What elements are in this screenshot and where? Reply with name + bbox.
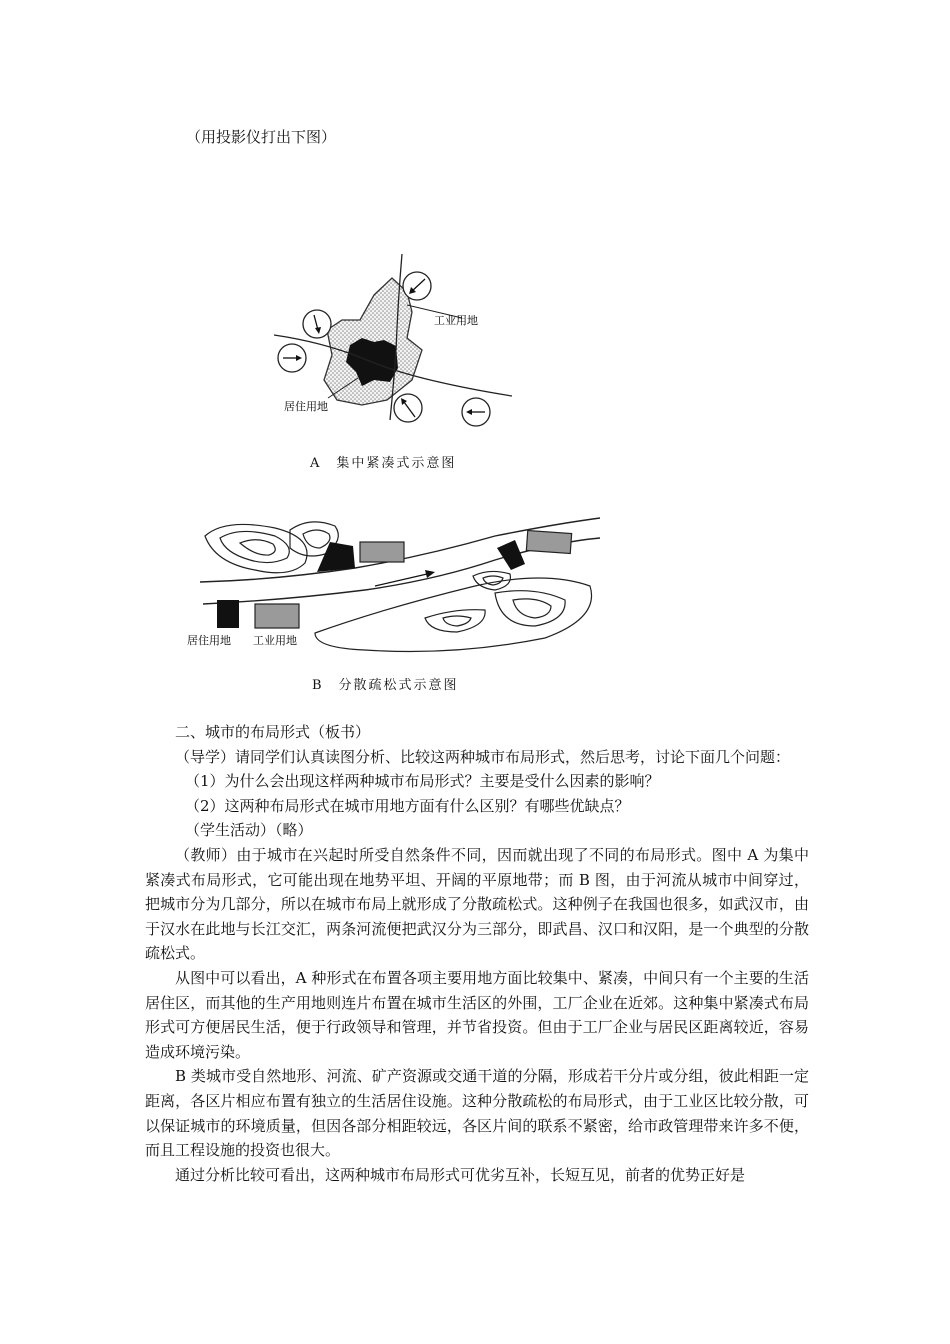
section-title: 二、城市的布局形式（板书）: [175, 723, 371, 741]
paragraph: （2）这两种布局形式在城市用地方面有什么区别？有哪些优缺点？: [185, 796, 630, 815]
industrial-block: [526, 530, 571, 553]
projector-note: （用投影仪打出下图）: [186, 128, 337, 146]
paragraph: （教师）由于城市在兴起时所受自然条件不同，因而就出现了不同的布局形式。图中 A 为集中紧凑式布局形式，它可能出现在地势平坦、开阔的平原地带；而 B 图，由于河流从城市中间穿过，把城市分为几部分，所以在城市布局上就形成了分散疏松式。这种例子在我国也很多，如武汉市，由于汉水在此地与长江交汇，两条河流便把武汉分为三部分，即武昌、汉口和汉阳，是一个典型的分散疏松式。: [145, 845, 809, 963]
residential-legend-swatch: [217, 600, 239, 628]
paragraph: （1）为什么会出现这样两种城市布局形式？主要是受什么因素的影响？: [185, 772, 660, 791]
label-residential-land: 居住用地: [284, 400, 328, 413]
label-industrial-land: 工业用地: [253, 634, 297, 647]
paragraph: （导学）请同学们认真读图分析、比较这两种城市布局形式，然后思考，讨论下面几个问题：: [175, 747, 791, 766]
contour-hill-lower-right: [315, 578, 592, 652]
residential-block: [497, 540, 525, 570]
paragraph: 通过分析比较可看出，这两种城市布局形式可优劣互补，长短互见，前者的优势正好是: [175, 1165, 746, 1184]
city-outline: [324, 278, 422, 405]
label-residential-land: 居住用地: [187, 634, 231, 647]
figure-a-compact-layout: [262, 250, 532, 430]
figure-a-caption: A 集中紧凑式示意图: [310, 456, 457, 471]
industrial-block: [360, 542, 404, 562]
paragraph: 从图中可以看出，A 种形式在布置各项主要用地方面比较集中、紧凑，中间只有一个主要的生活居住区，而其他的生产用地则连片布置在城市生活区的外围，工厂企业在近郊。这种集中紧凑式布局形式可方便居民生活，便于行政领导和管理，并节省投资。但由于工厂企业与居民区距离较近，容易造成环境污染。: [145, 968, 809, 1061]
industrial-legend-swatch: [255, 604, 299, 628]
paragraph: （学生活动）（略）: [185, 821, 313, 840]
paragraph: B 类城市受自然地形、河流、矿产资源或交通干道的分隔，形成若干分片或分组，彼此相距一定距离，各区片相应布置有独立的生活居住设施。这种分散疏松的布局形式，由于工业区比较分散，可以保证城市的环境质量，但因各部分相距较远，各区片间的联系不紧密，给市政管理带来许多不便，而且工程设施的投资也很大。: [145, 1067, 809, 1160]
body-text: [145, 720, 809, 1187]
label-industrial-land: 工业用地: [434, 314, 478, 327]
figure-b-caption: B 分散疏松式示意图: [312, 678, 459, 693]
figure-b-dispersed-layout: [187, 508, 605, 658]
